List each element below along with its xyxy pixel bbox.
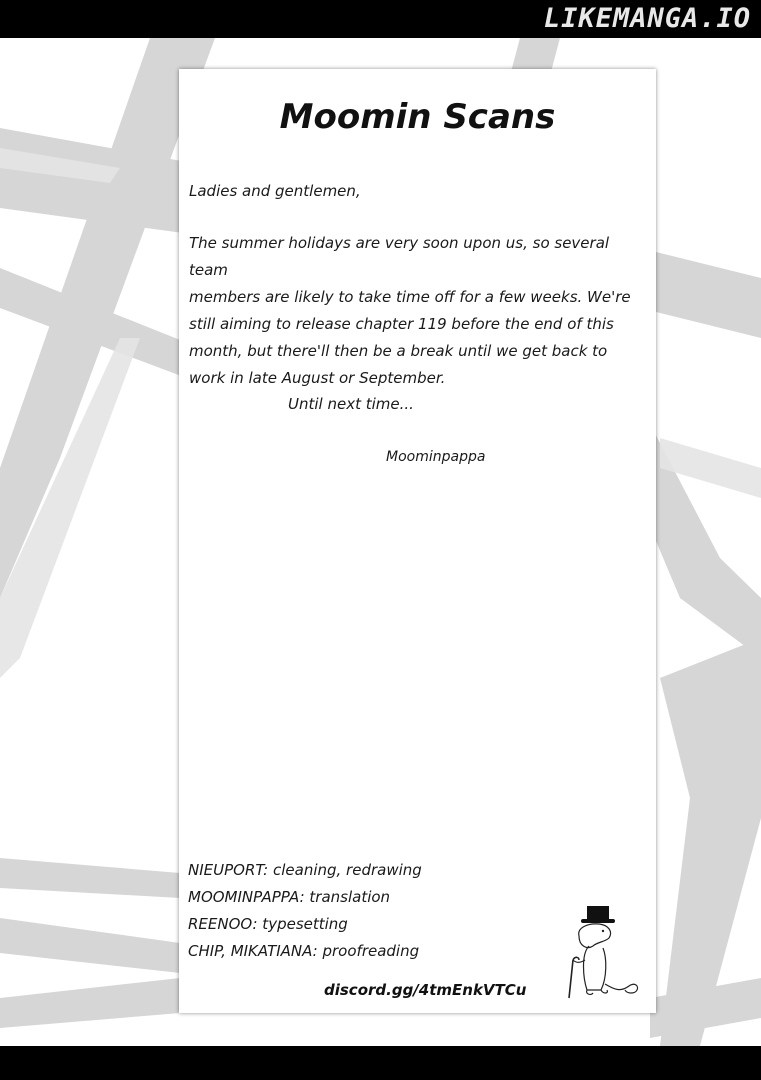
- credit-typesetting: REENOO: typesetting: [188, 915, 348, 933]
- credit-translation: MOOMINPAPPA: translation: [188, 888, 391, 906]
- discord-link[interactable]: discord.gg/4tmEnkVTCu: [324, 981, 527, 999]
- credit-proofreading: CHIP, MIKATIANA: proofreading: [188, 942, 420, 960]
- signoff: Until next time...: [288, 395, 414, 413]
- bottom-black-bar: [0, 1046, 761, 1080]
- credits-list: [188, 857, 422, 965]
- body-line: work in late August or September.: [189, 369, 446, 387]
- body-line: still aiming to release chapter 119 before the end of this: [189, 315, 614, 333]
- body-line: The summer holidays are very soon upon us, so several team: [189, 234, 610, 279]
- greeting: Ladies and gentlemen,: [189, 182, 361, 200]
- body-line: month, but there'll then be a break until we get back to: [189, 342, 608, 360]
- top-black-bar: [0, 0, 761, 38]
- body-line: members are likely to take time off for a few weeks. We're: [189, 288, 631, 306]
- credit-cleaning: NIEUPORT: cleaning, redrawing: [188, 861, 422, 879]
- signature: Moominpappa: [386, 449, 486, 465]
- page-title: Moomin Scans: [279, 97, 556, 137]
- moominpappa-icon: [563, 902, 647, 1002]
- site-watermark: LIKEMANGA.IO: [543, 3, 751, 34]
- announcement-body: [189, 230, 649, 392]
- announcement-page: [179, 69, 656, 1013]
